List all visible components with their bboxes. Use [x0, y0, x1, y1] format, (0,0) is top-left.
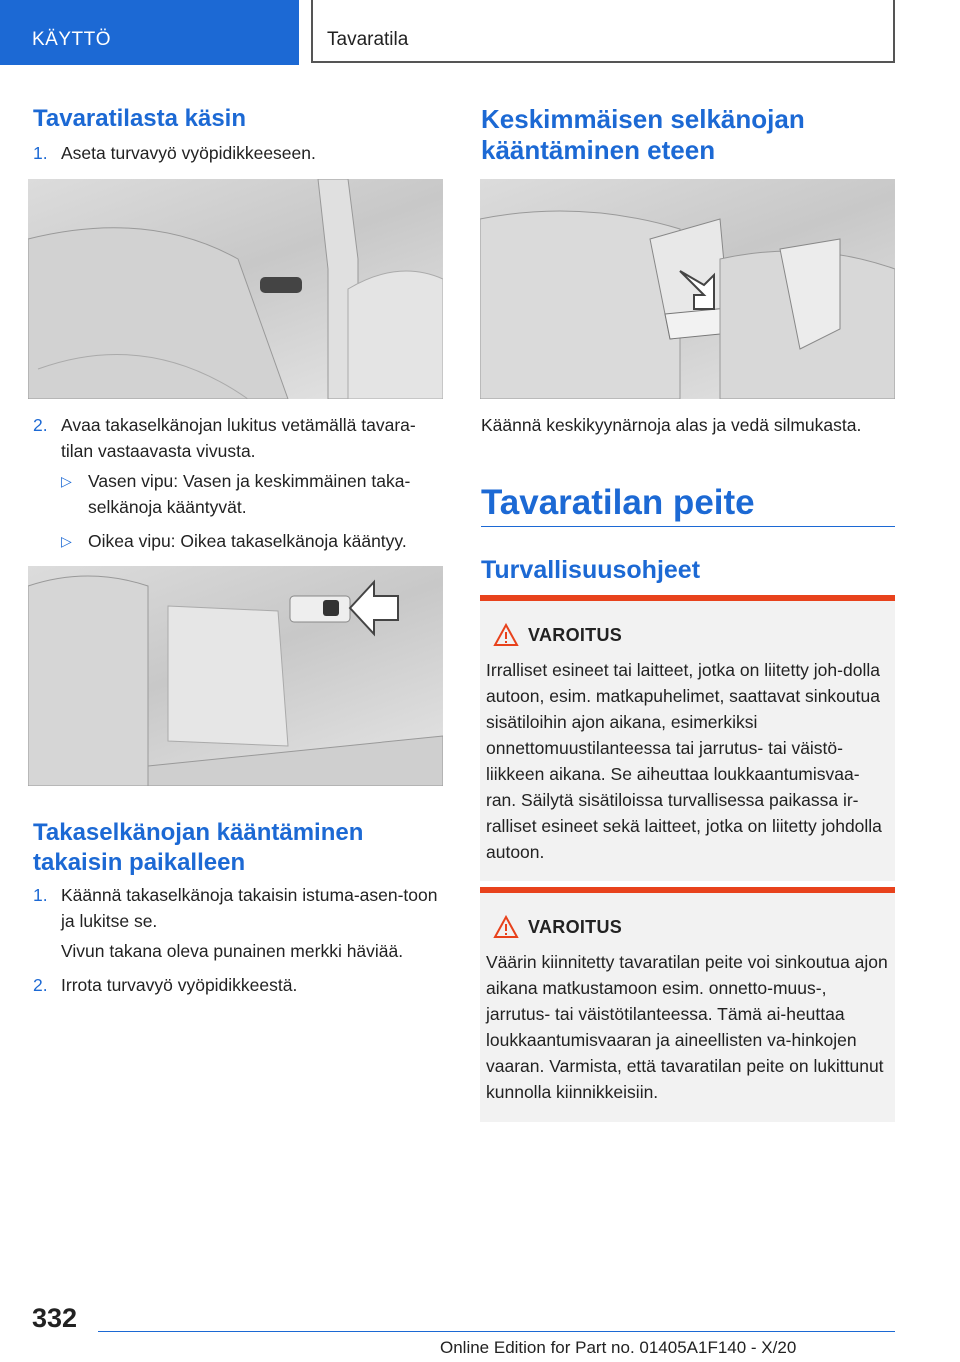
- section-label: KÄYTTÖ: [32, 29, 112, 50]
- warning-text: Väärin kiinnitetty tavaratilan peite voi sinkoutua ajon aikana matkustamoon esim. onnetto-muus-, jarrutus- tai väistötilanteessa. Tämä ai-heuttaa loukkaantumisvaaran ja aineellisten va-hinkojen vaaran. Varmista, että tavaratilan peite on lukittunut kunnolla kiinnikkeisiin.: [486, 952, 888, 1102]
- step-number: 1.: [33, 885, 48, 905]
- trunk-lever-image: [28, 566, 443, 786]
- step-number: 2.: [33, 975, 48, 995]
- center-backrest-image: [480, 179, 895, 399]
- heading-underline: [481, 526, 895, 527]
- warning-title: VAROITUS: [528, 625, 623, 645]
- step-text: Irrota turvavyö vyöpidikkeestä.: [61, 975, 298, 995]
- bullet-text: Vasen vipu: Vasen ja keskimmäinen taka-selkänoja kääntyvät.: [88, 471, 411, 517]
- heading-center-backrest: Keskimmäisen selkänojan kääntäminen eteen: [481, 104, 805, 165]
- warning-triangle-icon: [493, 623, 519, 647]
- step-text: Vivun takana oleva punainen merkki häviää.: [61, 941, 404, 961]
- warning-box: [480, 595, 895, 881]
- warning-text: Irralliset esineet tai laitteet, jotka on liitetty joh-dolla autoon, esim. matkapuhelimet, saattavat sinkoutua sisätiloihin ajon aikana, esimerkiksi onnettomuustilanteessa tai jarrutus- tai väistö-liikkeen aikana. Se aiheuttaa loukkaantumisvaa-ran. Säilytä sisätiloissa turvallisessa paikassa ir-ralliset esineet sekä laitteet, jotka on liitetty johdolla autoon.: [486, 660, 882, 862]
- section-tab: [0, 0, 299, 65]
- heading-manual: Tavaratilasta käsin: [33, 105, 247, 132]
- bullet-triangle-icon: ▷: [61, 473, 72, 489]
- center-backrest-text: Käännä keskikyynärnoja alas ja vedä silmukasta.: [481, 415, 862, 435]
- step-text: Avaa takaselkänojan lukitus vetämällä tavara-tilan vastaavasta vivusta.: [61, 415, 416, 461]
- seatbelt-holder-image: [28, 179, 443, 399]
- warning-title: VAROITUS: [528, 917, 623, 937]
- warning-triangle-icon: [493, 915, 519, 939]
- page-number: 332: [32, 1303, 78, 1333]
- step-text: Aseta turvavyö vyöpidikkeeseen.: [61, 143, 316, 163]
- step-text: Käännä takaselkänoja takaisin istuma-asen-toon ja lukitse se.: [61, 885, 438, 931]
- bullet-triangle-icon: ▷: [61, 533, 72, 549]
- chapter-header: [311, 0, 895, 63]
- footer-edition: Online Edition for Part no. 01405A1F140 - X/20: [440, 1338, 797, 1357]
- step-number: 2.: [33, 415, 48, 435]
- heading-return: Takaselkänojan kääntäminen takaisin paikalleen: [33, 819, 364, 876]
- chapter-label: Tavaratila: [327, 29, 409, 50]
- footer-rule: [98, 1331, 895, 1332]
- bullet-text: Oikea vipu: Oikea takaselkänoja kääntyy.: [88, 531, 407, 551]
- warning-box: [480, 887, 895, 1122]
- step-number: 1.: [33, 143, 48, 163]
- heading-safety: Turvallisuusohjeet: [481, 556, 701, 584]
- heading-luggage-cover: Tavaratilan peite: [481, 483, 755, 522]
